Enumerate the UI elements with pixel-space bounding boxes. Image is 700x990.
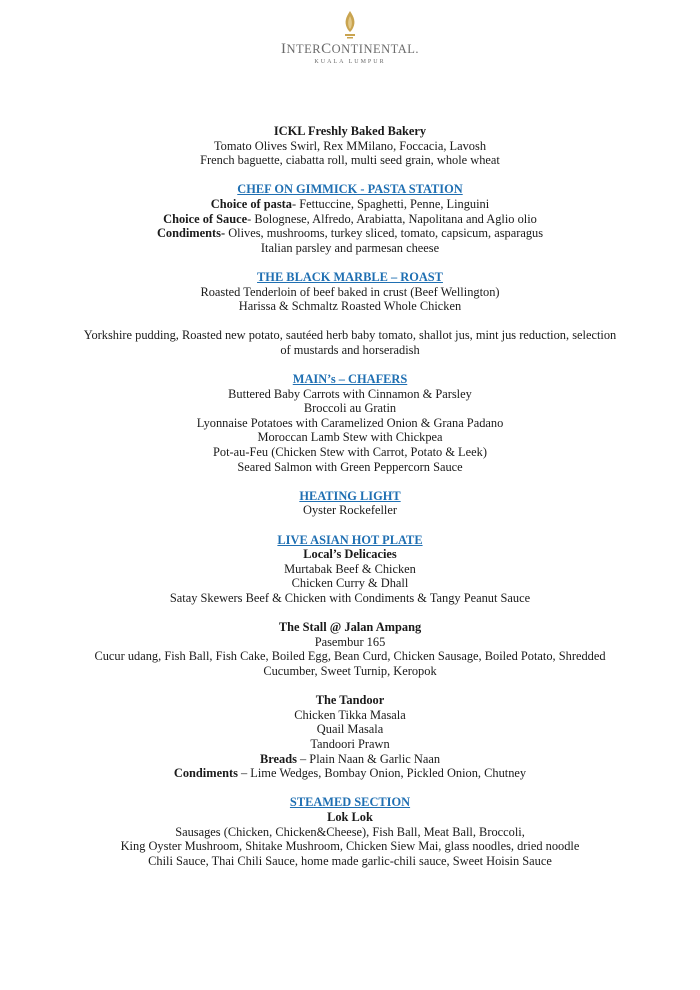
tandoor-breads-line: Breads – Plain Naan & Garlic Naan [259,751,441,766]
pasta-choice-line: Choice of pasta- Fettuccine, Spaghetti, Penne, Linguini [210,196,490,211]
bakery-line-1: Tomato Olives Swirl, Rex MMilano, Foccacia, Lavosh [213,138,487,153]
heating-line-1: Oyster Rockefeller [303,503,397,518]
roast-heading: THE BLACK MARBLE – ROAST [257,269,443,284]
steamed-heading: STEAMED SECTION [289,795,411,810]
roast-line-2: Harissa & Schmaltz Roasted Whole Chicken [238,299,462,314]
list-item: Chicken Curry & Dhall [291,576,409,591]
roast-sides-line-2: of mustards and horseradish [280,342,420,357]
steamed-subheading: Lok Lok [327,809,373,824]
roast-sides-line-1: Yorkshire pudding, Roasted new potato, sautéed herb baby tomato, shallot jus, mint jus reduction, selection [83,328,617,343]
list-item: Buttered Baby Carrots with Cinnamon & Parsley [228,386,472,401]
list-item: King Oyster Mushroom, Shitake Mushroom, Chicken Siew Mai, glass noodles, dried noodle [120,839,580,854]
stall-line-3: Cucumber, Sweet Turnip, Keropok [263,663,437,678]
list-item: Tandoori Prawn [310,736,390,751]
menu-content [40,124,660,868]
stall-line-1: Pasembur 165 [314,634,386,649]
list-item: Broccoli au Gratin [303,401,397,416]
list-item: Chicken Tikka Masala [294,707,406,722]
heating-heading: HEATING LIGHT [299,488,401,503]
brand-city: KUALA LUMPUR [314,59,386,65]
asian-heading: LIVE ASIAN HOT PLATE [277,532,423,547]
list-item: Satay Skewers Beef & Chicken with Condiments & Tangy Peanut Sauce [169,591,531,605]
list-item: Murtabak Beef & Chicken [284,561,416,576]
pasta-heading: CHEF ON GIMMICK - PASTA STATION [237,182,463,197]
roast-line-1: Roasted Tenderloin of beef baked in crust (Beef Wellington) [200,284,500,299]
stall-line-2: Cucur udang, Fish Ball, Fish Cake, Boiled Egg, Bean Curd, Chicken Sausage, Boiled Potato, Shredded [94,649,606,664]
stall-title: The Stall @ Jalan Ampang [278,620,422,635]
brand-name: INTERCONTINENTAL. [280,41,420,57]
list-item: Quail Masala [316,722,384,737]
pasta-extra-line: Italian parsley and parmesan cheese [260,240,440,255]
list-item: Sausages (Chicken, Chicken&Cheese), Fish Ball, Meat Ball, Broccoli, [175,824,525,839]
sauce-choice-line: Choice of Sauce- Bolognese, Alfredo, Arabiatta, Napolitana and Aglio olio [163,211,537,226]
list-item: Pot-au-Feu (Chicken Stew with Carrot, Potato & Leek) [213,445,487,460]
list-item: Moroccan Lamb Stew with Chickpea [257,430,443,445]
list-item: Lyonnaise Potatoes with Caramelized Onion & Grana Padano [196,415,504,430]
bakery-line-2: French baguette, ciabatta roll, multi seed grain, whole wheat [200,153,500,168]
chafers-heading: MAIN’s – CHAFERS [292,372,408,387]
flame-crest-icon [340,10,360,40]
list-item: Chili Sauce, Thai Chili Sauce, home made garlic-chili sauce, Sweet Hoisin Sauce [148,853,552,868]
bakery-title: ICKL Freshly Baked Bakery [273,124,427,138]
list-item: Seared Salmon with Green Peppercorn Sauce [237,459,463,474]
tandoor-title: The Tandoor [315,693,385,708]
pasta-condiments-line: Condiments- Olives, mushrooms, turkey sliced, tomato, capsicum, asparagus [156,226,544,241]
tandoor-condiments-line: Condiments – Lime Wedges, Bombay Onion, Pickled Onion, Chutney [173,766,527,781]
asian-subheading: Local’s Delicacies [303,547,397,562]
hotel-logo [0,10,700,65]
